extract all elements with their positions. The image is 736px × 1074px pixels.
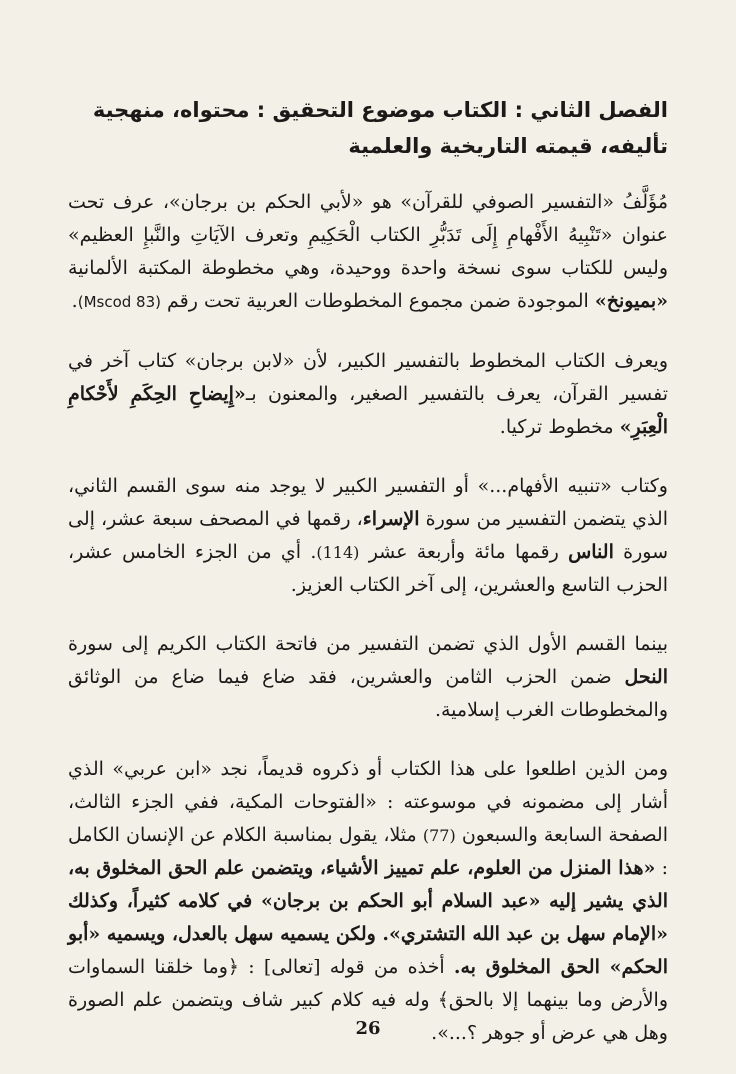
chapter-heading: الفصل الثاني : الكتاب موضوع التحقيق : محتواه، منهجية تأليفه، قيمته التاريخية والعلمية — [92, 98, 668, 158]
p5-bold-quote: «هذا المنزل من العلوم، علم تمييز الأشياء، ويتضمن علم الحق المخلوق به، الذي يشير إليه «عبد السلام أبو الحكم بن برجان» في كلامه كثيراً، وكذلك «الإمام سهل بن عبد الله التشتري». ولكن يسميه سهل بالعدل، ويسميه «أبو الحكم» الحق المخلوق به. — [68, 857, 669, 978]
p2-bold-title: «إِيضاحِ الحِكَمِ لأَحْكامِ الْعِبَرِ» — [68, 383, 668, 438]
page-number: 26 — [355, 1018, 381, 1039]
paragraph-2 — [68, 345, 668, 444]
p3-text-1: وكتاب «تنبيه الأفهام...» أو التفسير الكبير لا يوجد منه سوى القسم الثاني، الذي يتضمن التفسير من سورة — [68, 475, 668, 530]
p1-text-2: الموجودة ضمن مجموع المخطوطات العربية تحت رقم — [167, 290, 589, 312]
p4-text-2: ضمن الحزب الثامن والعشرين، فقد ضاع فيما ضاع من الوثائق والمخطوطات الغرب إسلامية. — [68, 666, 668, 721]
p5-text-1: ومن الذين اطلعوا على هذا الكتاب أو ذكروه قديماً، نجد «ابن عربي» الذي أشار إلى مضمونه في موسوعته : «الفتوحات المكية، ففي الجزء الثالث، الصفحة السابعة والسبعون — [68, 758, 668, 846]
p3-text-2: ، رقمها في المصحف سبعة عشر، إلى سورة — [68, 508, 669, 563]
p5-number: (77) — [422, 826, 456, 845]
p4-bold-nahl: النحل — [624, 666, 669, 688]
p5-text-3: أخذه من قوله [تعالى] : ﴿وما خلقنا السماوات والأرض وما بينهما إلا بالحق﴾ وله فيه كلام كبير شاف ويتضمن علم الصورة وهل هي عرض أو جوهر ؟...». — [68, 956, 668, 1044]
p3-bold-nas: الناس — [568, 541, 614, 563]
paragraph-3 — [68, 470, 668, 602]
p3-number: (114) — [316, 543, 360, 562]
paragraph-1 — [68, 186, 668, 319]
p1-bold-munich: «بميونخ» — [594, 290, 668, 312]
p2-text-2: مخطوط تركيا. — [499, 416, 614, 438]
p3-text-3: رقمها مائة وأربعة عشر — [368, 541, 559, 563]
paragraph-5 — [68, 753, 668, 1050]
p1-text-3: . — [71, 290, 78, 312]
paragraph-4 — [68, 628, 668, 727]
p1-text-1: مُؤَلَّفُ «التفسير الصوفي للقرآن» هو «لأبي الحكم بن برجان»، عرف تحت عنوان «تَنْبِيهُ الأَفْهامِ إِلَى تَدَبُّرِ الكتاب الْحَكِيمِ وتعرف الآيَاتِ والنَّبإِ العظيم» وليس للكتاب سوى نسخة واحدة ووحيدة، وهي مخطوطة المكتبة الألمانية — [68, 191, 668, 279]
p1-manuscript-ref: (Mscod 83) — [77, 293, 161, 311]
p5-text-2: مثلا، يقول بمناسبة الكلام عن الإنسان الكامل : — [68, 824, 668, 879]
p4-text-1: بينما القسم الأول الذي تضمن التفسير من فاتحة الكتاب الكريم إلى سورة — [68, 633, 668, 655]
p2-text-1: ويعرف الكتاب المخطوط بالتفسير الكبير، لأن «لابن برجان» كتاب آخر في تفسير القرآن، يعرف بالتفسير الصغير، والمعنون بـ — [68, 350, 668, 405]
p3-bold-isra: الإسراء — [362, 508, 420, 530]
p3-text-4: . أي من الجزء الخامس عشر، الحزب التاسع والعشرين، إلى آخر الكتاب العزيز. — [68, 541, 668, 596]
page-content — [68, 92, 668, 1050]
